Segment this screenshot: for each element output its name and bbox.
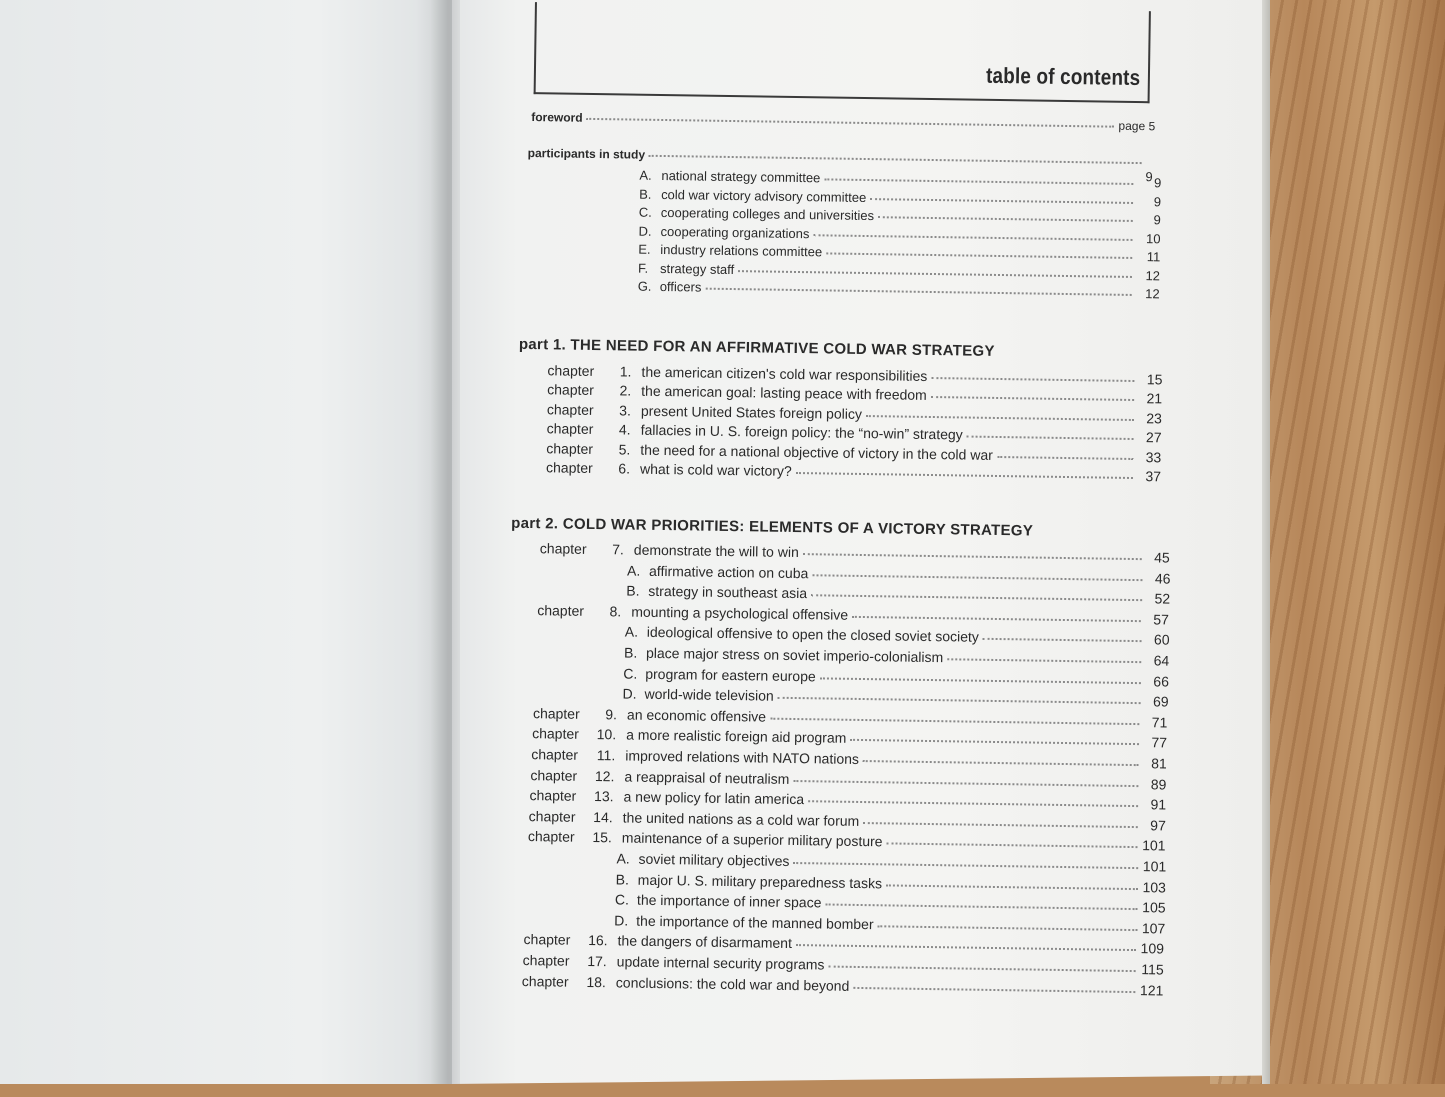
dot-leader	[828, 965, 1135, 973]
chapter-number: 17.	[583, 953, 607, 969]
entry-letter: G.	[638, 279, 660, 294]
entry-label: the dangers of disarmament	[617, 933, 792, 952]
dot-leader	[886, 842, 1137, 849]
entry-text	[540, 540, 799, 560]
entry-text	[623, 665, 816, 684]
chapter-entry	[522, 973, 1164, 999]
entry-label: the need for a national objective of victory in the cold war	[640, 441, 993, 462]
entry-text	[531, 746, 859, 767]
entry-text	[523, 952, 825, 972]
dot-leader	[796, 943, 1136, 951]
entry-letter: A.	[625, 624, 647, 640]
entry-label: what is cold war victory?	[640, 461, 792, 479]
entry-label: the importance of the manned bomber	[636, 912, 874, 932]
entry-label: mounting a psychological offensive	[631, 603, 848, 622]
part-label: part 1.	[519, 336, 566, 354]
entry-text	[638, 223, 809, 241]
entry-label: foreword	[531, 110, 583, 125]
entry-label: major U. S. military preparedness tasks	[638, 871, 883, 891]
entry-page: 60	[1145, 632, 1169, 648]
entry-letter: B.	[624, 644, 646, 660]
entry-text	[639, 186, 866, 204]
dot-leader	[649, 154, 1142, 164]
subsection-entry	[615, 892, 1166, 916]
dot-leader	[793, 861, 1138, 869]
entry-label: ideological offensive to open the closed soviet society	[647, 624, 979, 645]
entry-text	[616, 871, 883, 891]
chapter-word: chapter	[546, 440, 606, 457]
chapter-number: 13.	[589, 788, 613, 804]
entry-page: 69	[1145, 693, 1169, 709]
entry-label: a new policy for latin america	[623, 789, 804, 808]
chapter-number: 18.	[582, 973, 606, 989]
entry-letter: C.	[639, 205, 661, 220]
toc-entry-participants	[528, 146, 1156, 169]
entry-page: 45	[1146, 549, 1170, 565]
entry-letter: C.	[623, 665, 645, 681]
entry-text	[523, 931, 792, 951]
dot-leader	[863, 821, 1138, 828]
entry-page: page 5	[1118, 119, 1155, 134]
entry-page: 91	[1142, 796, 1166, 812]
page-title: table of contents	[985, 63, 1140, 91]
chapter-number: 6.	[606, 460, 630, 476]
subsection-entry	[623, 665, 1169, 689]
chapter-number: 12.	[590, 768, 614, 784]
entry-label: world-wide television	[644, 686, 773, 704]
dot-leader	[587, 117, 1115, 128]
entry-text	[639, 168, 820, 186]
entry-label: a more realistic foreign aid program	[626, 727, 846, 746]
entry-letter: B.	[626, 583, 648, 599]
dot-leader	[812, 573, 1142, 581]
subsection-entry	[614, 912, 1165, 936]
entry-letter: B.	[616, 871, 638, 887]
entry-text	[627, 562, 808, 581]
entry-label: cooperating organizations	[660, 223, 809, 240]
dot-leader	[796, 471, 1133, 479]
entry-text	[622, 686, 773, 704]
entry-label: conclusions: the cold war and beyond	[616, 974, 850, 993]
dot-leader	[852, 615, 1141, 622]
chapter-number: 14.	[589, 809, 613, 825]
entry-page: 9	[1137, 175, 1161, 190]
dot-leader	[853, 985, 1135, 992]
entry-label: the american goal: lasting peace with freedom	[641, 383, 927, 403]
chapter-number: 8.	[597, 603, 621, 619]
dot-leader	[770, 716, 1139, 724]
chapter-number: 11.	[591, 747, 615, 763]
chapter-number: 1.	[607, 363, 631, 379]
entry-text	[626, 583, 807, 602]
chapter-number: 7.	[600, 541, 624, 557]
chapter-word: chapter	[547, 420, 607, 437]
chapter-number: 16.	[583, 932, 607, 948]
part-title: COLD WAR PRIORITIES: ELEMENTS OF A VICTORY STRATEGY	[563, 516, 1034, 540]
dot-leader	[983, 637, 1142, 642]
chapter-word: chapter	[547, 382, 607, 399]
entry-page: 27	[1137, 429, 1161, 445]
entry-page: 15	[1138, 371, 1162, 387]
dot-leader	[967, 435, 1134, 440]
entry-label: national strategy committee	[661, 168, 820, 185]
entry-text	[547, 401, 862, 422]
dot-leader	[811, 593, 1142, 601]
dot-leader	[878, 215, 1133, 222]
entry-label: an economic offensive	[627, 706, 766, 724]
entry-page: 121	[1139, 982, 1163, 998]
participants-first-page: 9	[1145, 169, 1152, 184]
participant-entry	[638, 279, 1160, 302]
entry-label: cold war victory advisory committee	[661, 186, 866, 204]
entry-text	[615, 892, 822, 911]
entry-page: 97	[1142, 817, 1166, 833]
entry-label: fallacies in U. S. foreign policy: the “no-win” strategy	[641, 422, 963, 443]
chapter-word: chapter	[540, 540, 600, 557]
entry-page: 105	[1141, 899, 1165, 915]
entry-page: 101	[1141, 838, 1165, 854]
dot-leader	[850, 738, 1139, 745]
chapter-word: chapter	[533, 705, 593, 722]
subsection-entry	[622, 686, 1168, 710]
entry-label: the united nations as a cold war forum	[623, 809, 860, 829]
entry-label: soviet military objectives	[638, 851, 789, 869]
dot-leader	[820, 676, 1141, 684]
part-title: THE NEED FOR AN AFFIRMATIVE COLD WAR STRATEGY	[570, 337, 995, 360]
dot-leader	[931, 376, 1134, 382]
entry-page: 64	[1145, 652, 1169, 668]
entry-label: maintenance of a superior military posture	[622, 830, 883, 850]
entry-page: 107	[1141, 920, 1165, 936]
entry-page: 77	[1143, 735, 1167, 751]
entry-page: 52	[1146, 590, 1170, 606]
entry-page: 57	[1145, 611, 1169, 627]
entry-label: participants in study	[528, 146, 646, 162]
subsection-entry	[616, 871, 1166, 895]
entry-page: 46	[1146, 570, 1170, 586]
dot-leader	[826, 251, 1132, 259]
part-1-heading	[519, 336, 995, 360]
entry-label: present United States foreign policy	[641, 402, 862, 421]
chapter-word: chapter	[546, 459, 606, 476]
entry-letter: B.	[639, 186, 661, 201]
entry-text	[639, 205, 874, 223]
dot-leader	[878, 924, 1138, 931]
dot-leader	[825, 903, 1137, 911]
dot-leader	[866, 414, 1134, 421]
dot-leader	[824, 177, 1133, 185]
chapter-number: 3.	[607, 402, 631, 418]
entry-page: 12	[1136, 286, 1160, 301]
entry-label: update internal security programs	[617, 953, 825, 972]
subsection-entry	[624, 644, 1169, 668]
entry-letter: D.	[614, 912, 636, 928]
chapter-word: chapter	[547, 401, 607, 418]
subsection-entry	[627, 562, 1171, 586]
entry-label: program for eastern europe	[645, 665, 816, 684]
chapter-number: 9.	[593, 706, 617, 722]
chapter-word: chapter	[523, 931, 583, 948]
chapter-word: chapter	[531, 746, 591, 763]
entry-label: industry relations committee	[660, 242, 822, 259]
entry-letter: A.	[639, 168, 661, 183]
entry-text	[537, 602, 848, 623]
entry-page: 9	[1137, 212, 1161, 227]
entry-letter: A.	[627, 562, 649, 578]
entry-text	[547, 362, 927, 384]
entry-label: affirmative action on cuba	[649, 562, 809, 580]
entry-letter: D.	[622, 686, 644, 702]
entry-page: 23	[1138, 410, 1162, 426]
entry-text	[638, 279, 702, 295]
entry-page: 33	[1137, 449, 1161, 465]
entry-label: improved relations with NATO nations	[625, 747, 859, 766]
part-label: part 2.	[511, 515, 558, 533]
chapter-word: chapter	[529, 787, 589, 804]
entry-text	[529, 808, 860, 829]
dot-leader	[813, 233, 1132, 241]
dot-leader	[863, 759, 1139, 766]
entry-page: 71	[1143, 714, 1167, 730]
entry-text	[638, 242, 822, 260]
entry-text	[529, 787, 804, 807]
entry-label: the american citizen's cold war responsibilities	[641, 364, 927, 384]
toc-entry-foreword	[531, 110, 1155, 133]
chapter-number: 15.	[588, 829, 612, 845]
entry-label: cooperating colleges and universities	[661, 205, 874, 223]
entry-text	[547, 382, 927, 404]
dot-leader	[808, 799, 1138, 807]
entry-text	[530, 767, 789, 787]
entry-letter: A.	[616, 850, 638, 866]
entry-label: strategy staff	[660, 260, 734, 276]
entry-page: 11	[1136, 249, 1160, 264]
dot-leader	[947, 657, 1141, 663]
entry-text	[533, 705, 766, 724]
chapter-word: chapter	[547, 362, 607, 379]
entry-letter: E.	[638, 242, 660, 257]
entry-text	[532, 726, 846, 747]
dot-leader	[870, 197, 1133, 204]
entry-text	[546, 440, 993, 463]
entry-page: 10	[1136, 231, 1160, 246]
entry-text	[614, 912, 874, 932]
entry-label: the importance of inner space	[637, 892, 822, 911]
dot-leader	[803, 552, 1142, 560]
entry-page: 12	[1136, 268, 1160, 283]
dot-leader	[931, 395, 1134, 401]
chapter-number: 10.	[592, 726, 616, 742]
dot-leader	[997, 455, 1133, 460]
entry-text	[547, 420, 963, 442]
chapter-word: chapter	[529, 808, 589, 825]
entry-letter: F.	[638, 260, 660, 275]
dot-leader	[705, 287, 1131, 296]
entry-text	[528, 828, 883, 849]
chapter-word: chapter	[522, 973, 582, 990]
chapter-word: chapter	[532, 726, 592, 743]
entry-page: 37	[1137, 468, 1161, 484]
subsection-entry	[626, 583, 1170, 607]
entry-text	[638, 260, 734, 276]
entry-text	[624, 644, 943, 665]
entry-text	[625, 624, 979, 645]
entry-page: 101	[1142, 858, 1166, 874]
entry-text	[616, 850, 789, 869]
chapter-word: chapter	[528, 828, 588, 845]
entry-label: place major stress on soviet imperio-colonialism	[646, 645, 943, 665]
entry-page: 21	[1138, 390, 1162, 406]
entry-page: 81	[1143, 755, 1167, 771]
dot-leader	[886, 883, 1138, 890]
chapter-word: chapter	[523, 952, 583, 969]
entry-label: demonstrate the will to win	[634, 542, 799, 560]
entry-label: a reappraisal of neutralism	[624, 768, 789, 786]
entry-label: officers	[660, 279, 702, 295]
part-2-heading	[511, 515, 1033, 540]
entry-page: 9	[1137, 194, 1161, 209]
dot-leader	[738, 269, 1132, 278]
entry-letter: D.	[638, 223, 660, 238]
dot-leader	[793, 779, 1138, 787]
entry-label: strategy in southeast asia	[648, 583, 807, 601]
entry-page: 89	[1142, 776, 1166, 792]
subsection-entry	[625, 624, 1170, 648]
title-box	[534, 2, 1151, 103]
chapter-number: 5.	[606, 441, 630, 457]
entry-text	[522, 973, 850, 994]
entry-text	[546, 459, 792, 479]
entry-page: 115	[1140, 961, 1164, 977]
entry-letter: C.	[615, 892, 637, 908]
subsection-entry	[616, 850, 1166, 874]
chapter-word: chapter	[530, 767, 590, 784]
chapter-number: 2.	[607, 383, 631, 399]
entry-page: 109	[1140, 941, 1164, 957]
chapter-number: 4.	[607, 421, 631, 437]
entry-page: 66	[1145, 673, 1169, 689]
dot-leader	[778, 696, 1141, 704]
entry-page: 103	[1142, 879, 1166, 895]
chapter-word: chapter	[537, 602, 597, 619]
